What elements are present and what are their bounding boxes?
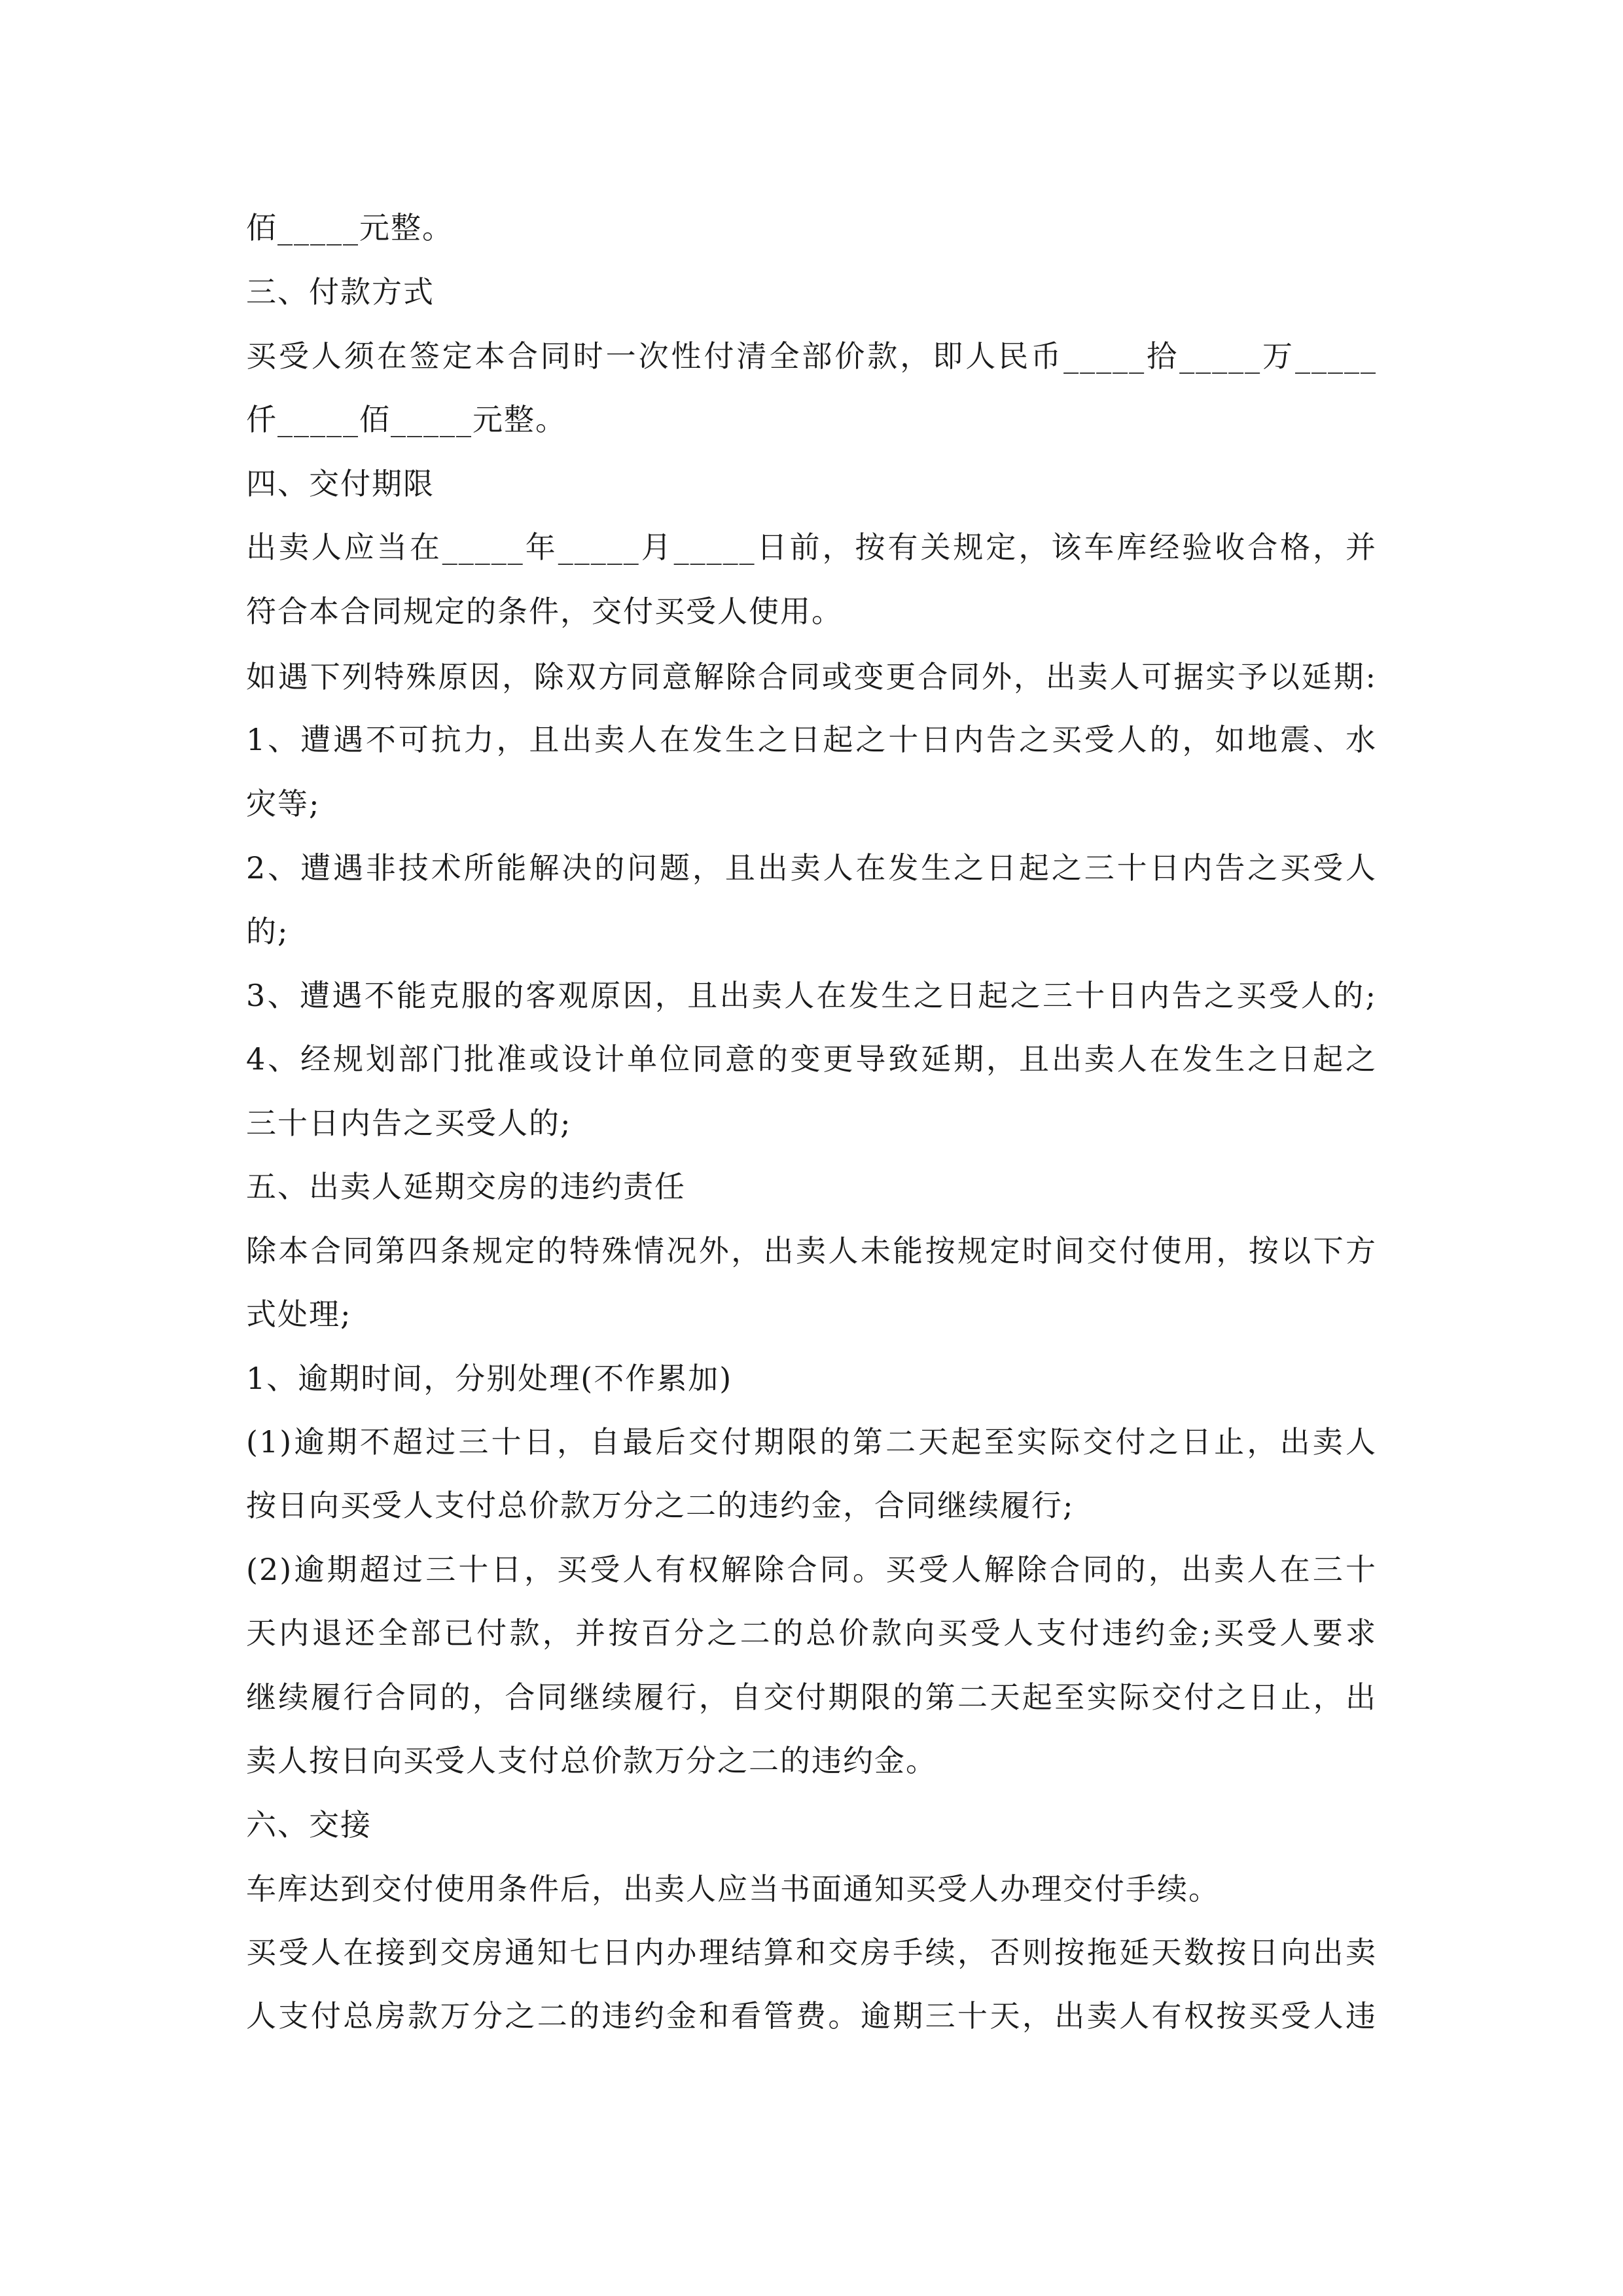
text-line: 买受人须在签定本合同时一次性付清全部价款，即人民币_____拾_____万_____ (246, 338, 1377, 374)
text-line: 1、逾期时间，分别处理(不作累加) (246, 1361, 733, 1396)
text-line: 继续履行合同的，合同继续履行，自交付期限的第二天起至实际交付之日止，出 (246, 1679, 1377, 1715)
text-line: 出卖人应当在_____年_____月_____日前，按有关规定，该车库经验收合格，并 (246, 529, 1377, 565)
text-line: 的; (246, 914, 289, 949)
section-heading: 六、交接 (246, 1807, 372, 1842)
text-line: 车库达到交付使用条件后，出卖人应当书面通知买受人办理交付手续。 (246, 1871, 1220, 1907)
text-line: 买受人在接到交房通知七日内办理结算和交房手续，否则按拖延天数按日向出卖 (246, 1935, 1377, 1970)
text-line: (2)逾期超过三十日，买受人有权解除合同。买受人解除合同的，出卖人在三十 (246, 1552, 1377, 1587)
text-line: 天内退还全部已付款，并按百分之二的总价款向买受人支付违约金;买受人要求 (246, 1615, 1377, 1651)
text-line: 除本合同第四条规定的特殊情况外，出卖人未能按规定时间交付使用，按以下方 (246, 1233, 1377, 1268)
text-line: 符合本合同规定的条件，交付买受人使用。 (246, 594, 843, 629)
text-line: 2、遭遇非技术所能解决的问题，且出卖人在发生之日起之三十日内告之买受人 (246, 850, 1377, 886)
text-line: 仟_____佰_____元整。 (246, 402, 567, 437)
text-line: (1)逾期不超过三十日，自最后交付期限的第二天起至实际交付之日止，出卖人 (246, 1424, 1377, 1460)
text-line: 卖人按日向买受人支付总价款万分之二的违约金。 (246, 1743, 937, 1778)
text-line: 按日向买受人支付总价款万分之二的违约金，合同继续履行; (246, 1488, 1075, 1523)
text-line: 式处理; (246, 1297, 352, 1332)
text-line: 人支付总房款万分之二的违约金和看管费。逾期三十天，出卖人有权按买受人违 (246, 1998, 1377, 2034)
text-line: 3、遭遇不能克服的客观原因，且出卖人在发生之日起之三十日内告之买受人的; (246, 978, 1377, 1013)
text-line: 灾等; (246, 786, 321, 821)
text-line: 如遇下列特殊原因，除双方同意解除合同或变更合同外，出卖人可据实予以延期: (246, 659, 1377, 694)
text-line: 4、经规划部门批准或设计单位同意的变更导致延期，且出卖人在发生之日起之 (246, 1041, 1377, 1077)
text-line: 1、遭遇不可抗力，且出卖人在发生之日起之十日内告之买受人的，如地震、水 (246, 722, 1377, 757)
section-heading: 五、出卖人延期交房的违约责任 (246, 1169, 686, 1204)
section-heading: 三、付款方式 (246, 274, 435, 310)
section-heading: 四、交付期限 (246, 466, 435, 501)
text-line: 佰_____元整。 (246, 210, 454, 245)
text-line: 三十日内告之买受人的; (246, 1105, 572, 1141)
